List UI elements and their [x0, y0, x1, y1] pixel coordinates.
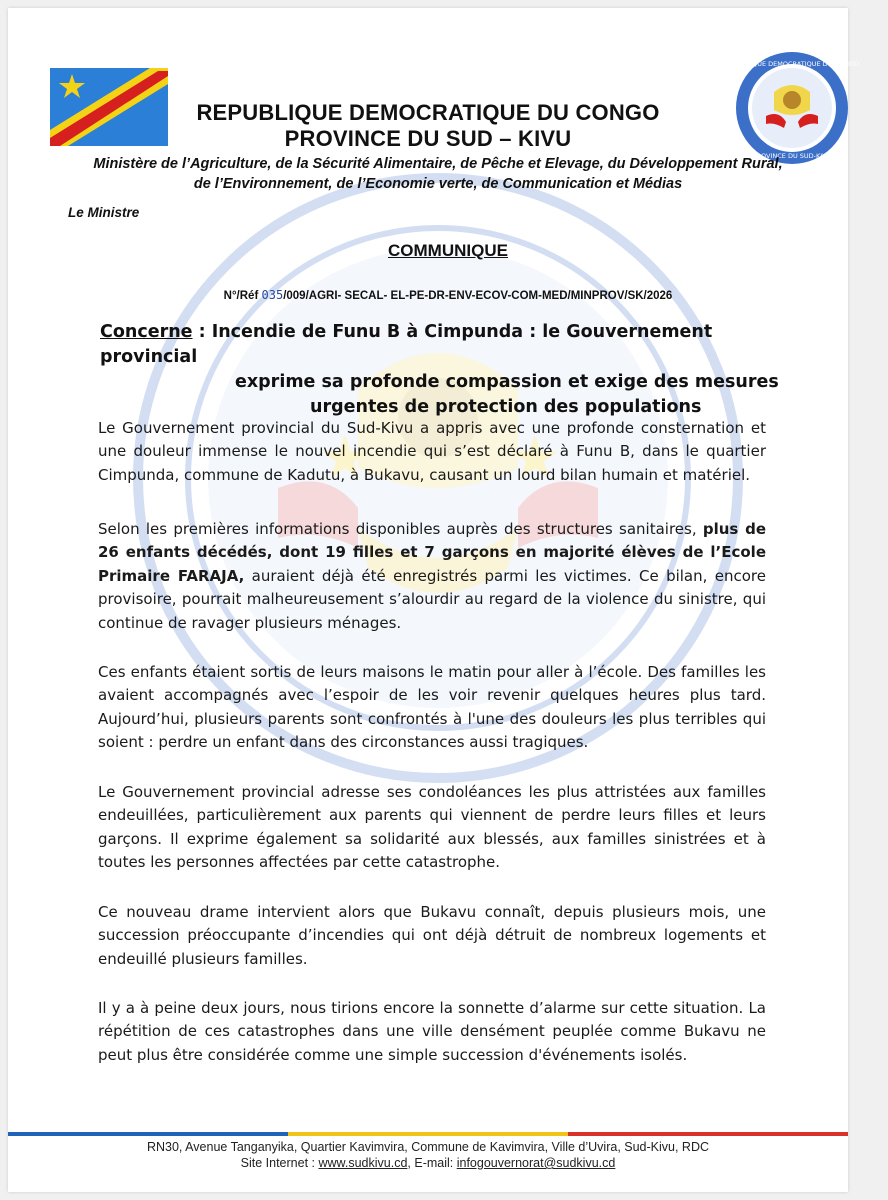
svg-text:PROVINCE DU SUD-KIVU: PROVINCE DU SUD-KIVU — [752, 152, 832, 160]
paragraph-2-intro: Selon les premières informations disponibles auprès des structures sanitaires, — [98, 520, 703, 538]
svg-text:★: ★ — [318, 423, 372, 493]
paragraph-1: Le Gouvernement provincial du Sud-Kivu a appris avec une profonde consternation et une douleur immense le nouvel incendie qui s’est déclaré à Funu B, dans le quartier Cimpunda, commune de Kadutu, à Bukavu, causant un lourd bilan humain et matériel. — [98, 419, 766, 484]
paragraph-2 — [98, 518, 766, 635]
paragraph-2-casualties: plus de 26 enfants décédés, dont 19 filles et 7 garçons en majorité élèves de l’Ecole Primaire FARAJA, — [98, 520, 766, 585]
paragraph-4: Le Gouvernement provincial adresse ses condoléances les plus attristées aux familles endeuillées, particulièrement aux parents qui viennent de perdre leurs filles et leurs garçons. Il exprime également sa solidarité aux blessés, aux familles sinistrées et à toutes les personnes affectées par cette catastrophe. — [98, 783, 766, 872]
paragraph-5: Ce nouveau drame intervient alors que Bukavu connaît, depuis plusieurs mois, une succession préoccupante d’incendies qui ont déjà détruit de nombreux logements et endeuillé plusieurs familles. — [98, 903, 766, 968]
signatory-title: Le Ministre — [68, 205, 140, 220]
footer-address: RN30, Avenue Tanganyika, Quartier Kavimvira, Commune de Kavimvira, Ville d’Uvira, Sud-Kivu, RDC — [146, 1140, 710, 1154]
svg-text:★: ★ — [508, 423, 562, 493]
subject-line-1: : Incendie de Funu B à Cimpunda : le Gouvernement provincial — [100, 322, 713, 367]
paragraph-2-rest: auraient déjà été enregistrés parmi les victimes. Ce bilan, encore provisoire, pourrait malheureusement s’alourdir au regard de la violence du sinistre, qui continue de ravager plusieurs ménages. — [98, 566, 766, 632]
subject-line-3: urgentes de protection des populations — [310, 397, 702, 417]
ministry-line-2: de l’Environnement, de l’Economie verte, de Communication et Médias — [193, 176, 683, 192]
reference-handwritten-number: 035 — [261, 288, 284, 302]
website-link[interactable]: www.sudkivu.cd — [318, 1156, 408, 1170]
country-title: REPUBLIQUE DEMOCRATIQUE DU CONGO — [196, 100, 660, 125]
footer-color-bar — [8, 1132, 848, 1136]
subject-line-2: exprime sa profonde compassion et exige des mesures — [235, 372, 779, 392]
paragraph-3: Ces enfants étaient sortis de leurs maisons le matin pour aller à l’école. Des familles les avaient accompagnés avec l’espoir de les voir revenir quelques heures plus tard. Aujourd’hui, plusieurs parents sont confrontés à l'une des douleurs les plus terribles qui soient : perdre un enfant dans des circonstances aussi tragiques. — [98, 663, 766, 752]
email-link[interactable]: infogouvernorat@sudkivu.cd — [456, 1156, 616, 1170]
footer-bar-red — [568, 1132, 848, 1136]
province-title: PROVINCE DU SUD – KIVU — [284, 126, 572, 151]
footer-email-label: , E-mail: — [407, 1156, 457, 1170]
reference-number — [8, 288, 888, 302]
footer-site-label: Site Internet : — [240, 1156, 319, 1170]
reference-suffix: /009/AGRI- SECAL- EL-PE-DR-ENV-ECOV-COM-MED/MINPROV/SK/2026 — [283, 290, 673, 302]
document-page — [8, 8, 860, 1192]
subject-label: Concerne — [100, 322, 193, 342]
ministry-line-1: Ministère de l’Agriculture, de la Sécurité Alimentaire, de Pêche et Elevage, du Développement Rural, — [93, 156, 783, 172]
footer-bar-blue — [8, 1132, 288, 1136]
svg-text:REPUBLIQUE DEMOCRATIQUE DU CON: REPUBLIQUE DEMOCRATIQUE DU CONGO — [724, 60, 860, 68]
subject-block — [100, 320, 800, 420]
footer-bar-yellow — [288, 1132, 568, 1136]
reference-prefix: N°/Réf — [223, 290, 259, 302]
document-title: COMMUNIQUE — [388, 241, 508, 260]
paragraph-6: Il y a à peine deux jours, nous tirions encore la sonnette d’alarme sur cette situation. La répétition de ces catastrophes dans une ville densément peuplée comme Bukavu ne peut plus être considérée comme une simple succession d'événements isolés. — [98, 999, 766, 1064]
footer-contact — [8, 1156, 848, 1170]
